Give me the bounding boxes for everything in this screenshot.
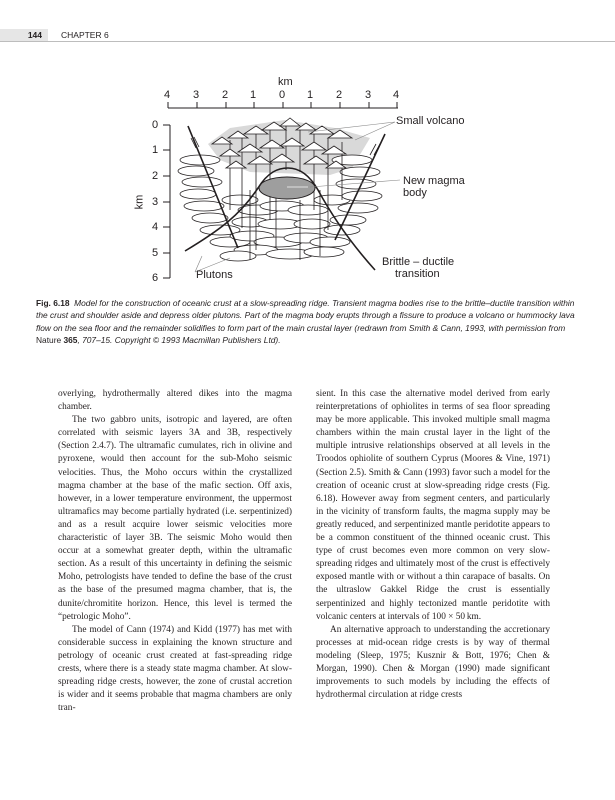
y-tick: 3 [152,196,159,208]
label-brittle-ductile-2: transition [395,268,440,280]
caption-volume: 365 [63,335,78,346]
y-tick: 4 [152,221,159,233]
caption-text: Model for the construction of oceanic crust at a slow-spreading ridge. Transient magma bodies rise to the brittle–ductile transition within the crust and shoulder aside and depress older plutons. Part of the magma body erupts through a fissure to produce a volcano or hummocky lava flow on the sea floor and the remainder solidifies to form part of the main crustal layer (redrawn from Smith & Cann, 1993, with permission from [36,298,575,333]
y-tick: 2 [152,170,159,182]
y-tick: 1 [152,144,159,156]
chapter-title: CHAPTER 6 [61,30,109,40]
figure-caption [36,297,582,347]
x-tick: 3 [193,89,200,101]
paragraph: The model of Cann (1974) and Kidd (1977) has met with considerable success in explaining the known structure and petrology of oceanic crust created at fast-spreading ridge crests, where there is a steady state magma chamber. At slow-spreading ridge crests, however, the zone of crustal accretion is wider and it seems probable that magma chambers are only tran- [58,624,292,714]
label-plutons: Plutons [196,269,233,281]
x-tick: 4 [164,89,171,101]
y-tick: 5 [152,247,159,259]
x-tick: 2 [336,89,343,101]
x-tick: 0 [279,89,286,101]
x-axis-label: km [278,76,293,88]
caption-text-end: , 707–15. Copyright © 1993 Macmillan Publishers Ltd). [77,335,281,346]
running-header [0,29,615,41]
label-new-magma-body-1: New magma [403,175,465,187]
paragraph: An alternative approach to understanding the accretionary processes at mid-ocean ridge crests is by way of thermal modeling (Sleep, 1975; Kusznir & Bott, 1976; Chen & Morgan, 1990). Chen & Morgan (1990) made significant improvements to such models by including the effects of hydrothermal circulation at ridge crests [316,624,550,701]
paragraph: sient. In this case the alternative model derived from early reinterpretations of ophiolites in terms of sea floor spreading may be more applicable. This invoked multiple small magma chambers within the main crustal layer in the light of the multiple intrusive relationships observed at all levels in the Troodos ophiolite of southern Cyprus (Moores & Vine, 1971) (Section 2.5). Smith & Cann (1993) favor such a model for the creation of oceanic crust at slow-spreading ridge crests (Fig. 6.18). However away from segment centers, and particularly in the vicinity of transform faults, the magma supply may be greatly reduced, and serpentinized mantle peridotite appears to be a common constituent of the thinned oceanic crust. This type of crust becomes even more common on very slow-spreading ridges and ultimately most of the crust is effectively exposed mantle with or without a thin carapace of basalts. On the ultraslow Gakkel Ridge the crust is essentially serpentinized and highly tectonized mantle peridotite with volcanic centers at intervals of 100 × 50 km. [316,389,550,622]
label-small-volcano: Small volcano [396,115,465,127]
caption-journal: Nature [36,335,62,346]
x-tick: 1 [250,89,257,101]
x-tick: 3 [365,89,372,101]
y-axis-label: km [133,194,146,210]
x-tick: 2 [222,89,229,101]
y-tick: 6 [152,272,159,284]
label-brittle-ductile-1: Brittle – ductile [382,256,455,268]
figure-number: Fig. 6.18 [36,298,70,308]
page-number: 144 [27,30,42,40]
figure-6-18 [130,60,470,290]
page-number-box [0,29,48,41]
label-new-magma-body-2: body [403,187,427,199]
y-tick: 0 [152,119,159,131]
body-column-right [316,388,550,702]
paragraph: The two gabbro units, isotropic and layered, are often correlated with seismic layers 3A and 3B, respectively (Section 2.4.7). The ultramafic cumulates, rich in olivine and pyroxene, would then account for the sub-Moho seismic velocities. Thus, the Moho occurs within the crystallized magma chamber at the base of the mafic section. Off axis, however, in a lower temperature environment, the uppermost ultramafics may become partially hydrated (i.e. serpentinized) and as a result acquire lower seismic velocities more characteristic of layer 3B. The seismic Moho would then occur at a somewhat greater depth, within the ultramafic section. As a result of this uncertainty in defining the seismic Moho, petrologists have tended to define the base of the crust as the base of the presumed magma chamber, that is, the dunite/chromitite horizon. Hence, this level is termed the “petrologic Moho”. [58,415,292,622]
paragraph: overlying, hydrothermally altered dikes into the magma chamber. [58,389,292,413]
x-tick: 1 [307,89,314,101]
body-column-left [58,388,292,715]
header-divider [0,41,615,42]
x-tick: 4 [393,89,400,101]
